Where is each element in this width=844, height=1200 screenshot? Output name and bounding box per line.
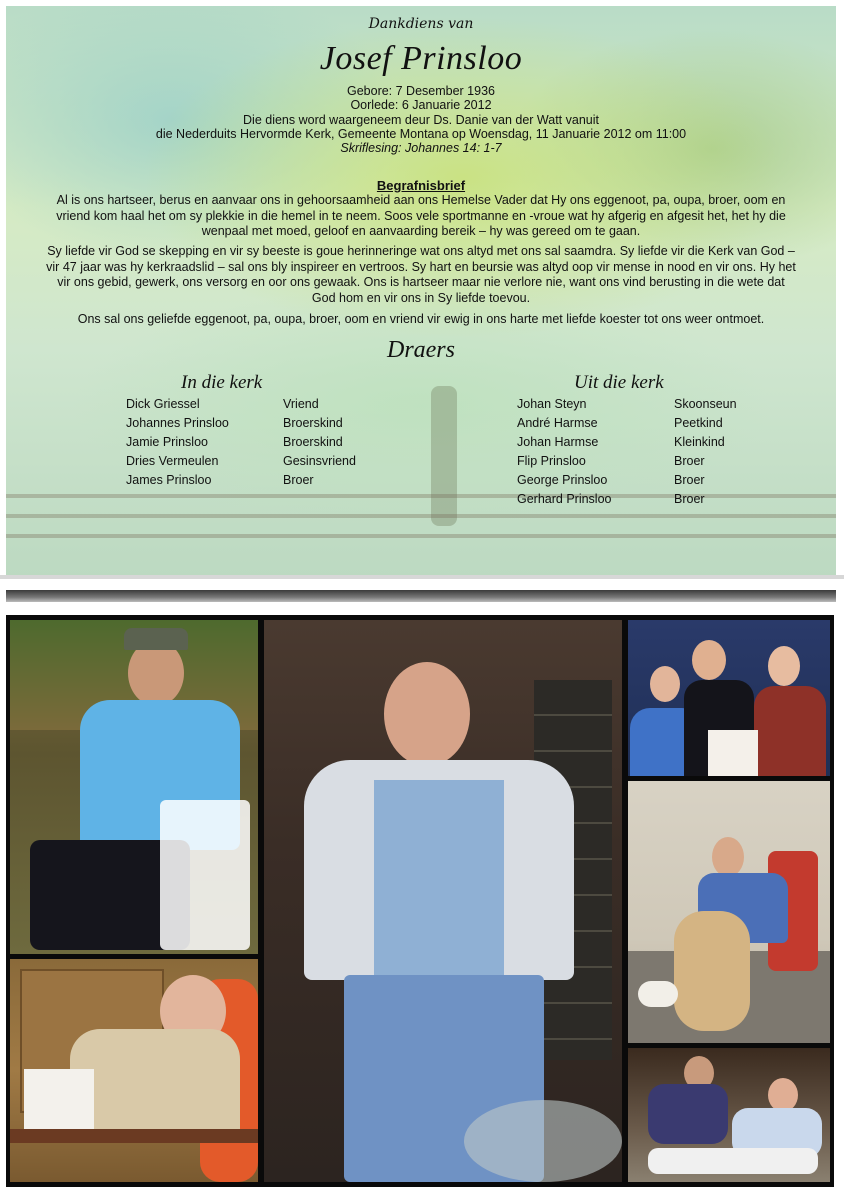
bearer-relation: Skoonseun xyxy=(674,397,737,411)
bearers-outside-church-label: Uit die kerk xyxy=(574,372,664,393)
page-fold-shadow xyxy=(6,590,836,602)
bearer-name: George Prinsloo xyxy=(517,473,608,487)
letter-paragraph-1: Al is ons hartseer, berus en aanvaar ons in gehoorsaamheid aan ons Hemelse Vader dat Hy ons eggenoot, pa, oupa, broer, oom en vriend kom haal het om sy plekkie in die hemel in te neem. Soos vele sportmanne en -vroue wat hy afgerig en afgesit het, het hy die wenpaal met moed, geloof en aanvaarding bereik – hy was gereed om te gaan. xyxy=(56,193,786,238)
bearer-name: Flip Prinsloo xyxy=(517,454,586,468)
programme-panel xyxy=(6,6,836,578)
service-heading: Dankdiens van xyxy=(368,16,474,32)
bearer-relation: Vriend xyxy=(283,397,319,411)
photo-man-with-dog xyxy=(628,781,830,1043)
letter-paragraph-2: Sy liefde vir God se skepping en vir sy beeste is goue herinneringe wat ons altyd met ons sal saamdra. Sy liefde vir die Kerk van God – vir 47 jaar was hy kerkraadslid – sal ons bly inspireer en vertroos. Sy hart en beursie was altyd oop vir mense in nood en vir ons. Hy het vir ons gebid, gewerk, ons versorg en oor ons gewaak. Ons is hartseer maar nie verlore nie, want ons vind berusting in die wete dat God hom en vir ons in Sy liefde toevou. xyxy=(46,244,796,305)
photo-collage xyxy=(6,615,834,1187)
in-church-relations xyxy=(283,395,356,490)
page-fold-edge xyxy=(0,575,844,579)
photo-man-standing-with-glass xyxy=(264,620,622,1182)
bearers-in-church-label: In die kerk xyxy=(181,372,263,393)
bearer-name: Johan Steyn xyxy=(517,397,587,411)
bearer-relation: Broer xyxy=(674,454,705,468)
photo-man-seated-garden xyxy=(10,620,258,954)
photo-couple-seated xyxy=(628,1048,830,1182)
bearer-name: Dick Griessel xyxy=(126,397,200,411)
bearer-name: Dries Vermeulen xyxy=(126,454,219,468)
in-church-names xyxy=(126,395,229,490)
bearer-relation: Broer xyxy=(283,473,314,487)
deceased-name: Josef Prinsloo xyxy=(319,40,523,77)
bearer-relation: Gesinsvriend xyxy=(283,454,356,468)
bearer-name: André Harmse xyxy=(517,416,598,430)
letter-paragraph-3: Ons sal ons geliefde eggenoot, pa, oupa, broer, oom en vriend vir ewig in ons harte met liefde koester tot ons weer ontmoet. xyxy=(77,312,765,326)
bearers-title: Draers xyxy=(386,337,455,363)
scripture-reading: Skriflesing: Johannes 14: 1-7 xyxy=(340,141,502,155)
service-venue-time: die Nederduits Hervormde Kerk, Gemeente Montana op Woensdag, 11 Januarie 2012 om 11:00 xyxy=(155,127,687,141)
letter-title: Begrafnisbrief xyxy=(376,178,466,193)
bearer-name: Gerhard Prinsloo xyxy=(517,492,612,506)
bearer-relation: Broerskind xyxy=(283,435,343,449)
bearer-name: Johannes Prinsloo xyxy=(126,416,229,430)
bearer-relation: Broer xyxy=(674,492,705,506)
outside-church-names xyxy=(517,395,612,509)
bearer-name: Johan Harmse xyxy=(517,435,599,449)
bearer-relation: Kleinkind xyxy=(674,435,725,449)
bearer-name: Jamie Prinsloo xyxy=(126,435,208,449)
photo-family-portrait xyxy=(628,620,830,776)
bearer-relation: Peetkind xyxy=(674,416,723,430)
bearer-relation: Broerskind xyxy=(283,416,343,430)
bearer-name: James Prinsloo xyxy=(126,473,212,487)
service-officiant: Die diens word waargeneem deur Ds. Danie van der Watt vanuit xyxy=(243,113,599,127)
photo-man-reading-in-chair xyxy=(10,959,258,1182)
bearer-relation: Broer xyxy=(674,473,705,487)
death-date: Oorlede: 6 Januarie 2012 xyxy=(350,98,492,112)
birth-date: Gebore: 7 Desember 1936 xyxy=(346,84,495,98)
outside-church-relations xyxy=(674,395,737,509)
